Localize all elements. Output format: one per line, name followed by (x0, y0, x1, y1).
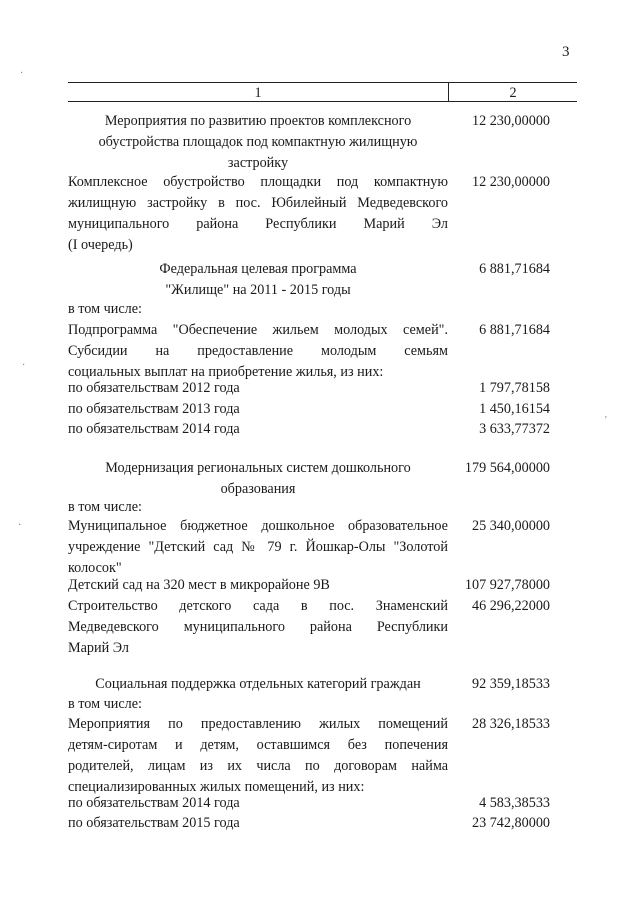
row-value: 179 564,00000 (464, 460, 550, 476)
row-obligation-2014: по обязательствам 2014 года (68, 795, 240, 811)
row-including: в том числе: (68, 301, 142, 317)
row-value: 12 230,00000 (471, 174, 550, 190)
row-item-complex-site: Комплексное обустройство площадки под компактную жилищную застройку в пос. Юбилейный Медведевского муниципального района Республики Марий Эл (I очередь) (68, 174, 448, 253)
row-value: 46 296,22000 (471, 598, 550, 614)
row-value: 6 881,71684 (479, 322, 550, 338)
row-value: 1 797,78158 (479, 380, 550, 396)
scan-mark: · (18, 520, 22, 531)
section-heading-preschool: Модернизация региональных систем дошкольного образования (105, 460, 411, 497)
row-item-kindergarten-79: Муниципальное бюджетное дошкольное образовательное учреждение "Детский сад № 79 г. Йошкар-Олы "Золотой колосок" (68, 518, 448, 576)
header-column-2: 2 (509, 85, 517, 101)
section-heading-housing-program: Федеральная целевая программа "Жилище" на 2011 - 2015 годы (159, 261, 357, 298)
row-value: 12 230,00000 (471, 113, 550, 129)
row-value: 6 881,71684 (479, 261, 550, 277)
section-heading-social-support: Социальная поддержка отдельных категорий граждан (95, 676, 421, 692)
table-header (68, 82, 577, 102)
row-value: 3 633,77372 (479, 421, 550, 437)
row-value: 28 326,18533 (471, 716, 550, 732)
row-value: 92 359,18533 (471, 676, 550, 692)
scan-mark: ' (605, 415, 607, 426)
row-including: в том числе: (68, 696, 142, 712)
row-obligation-2015: по обязательствам 2015 года (68, 815, 240, 831)
page-number: 3 (562, 44, 570, 60)
row-value: 107 927,78000 (464, 577, 550, 593)
row-obligation-2013: по обязательствам 2013 года (68, 401, 240, 417)
header-column-1: 1 (254, 85, 262, 101)
row-value: 23 742,80000 (471, 815, 550, 831)
row-obligation-2012: по обязательствам 2012 года (68, 380, 240, 396)
row-item-orphans-housing: Мероприятия по предоставлению жилых помещений детям-сиротам и детям, оставшимся без попечения родителей, лицам из их числа по договорам найма специализированных жилых помещений, из них: (68, 716, 448, 795)
scan-mark: · (22, 360, 26, 371)
row-value: 4 583,38533 (479, 795, 550, 811)
row-obligation-2014: по обязательствам 2014 года (68, 421, 240, 437)
row-value: 1 450,16154 (479, 401, 550, 417)
row-item-young-families: Подпрограмма "Обеспечение жильем молодых семей". Субсидии на предоставление молодым семьям социальных выплат на приобретение жилья, из них: (68, 322, 448, 380)
scan-mark: · (20, 68, 24, 79)
row-including: в том числе: (68, 499, 142, 515)
row-value: 25 340,00000 (471, 518, 550, 534)
section-heading-complex-development: Мероприятия по развитию проектов комплексного обустройства площадок под компактную жилищную застройку (98, 113, 418, 171)
row-item-kindergarten-320: Детский сад на 320 мест в микрорайоне 9В (68, 577, 330, 593)
row-item-kindergarten-znamensky: Строительство детского сада в пос. Знаменский Медведевского муниципального района Республики Марий Эл (68, 598, 448, 656)
